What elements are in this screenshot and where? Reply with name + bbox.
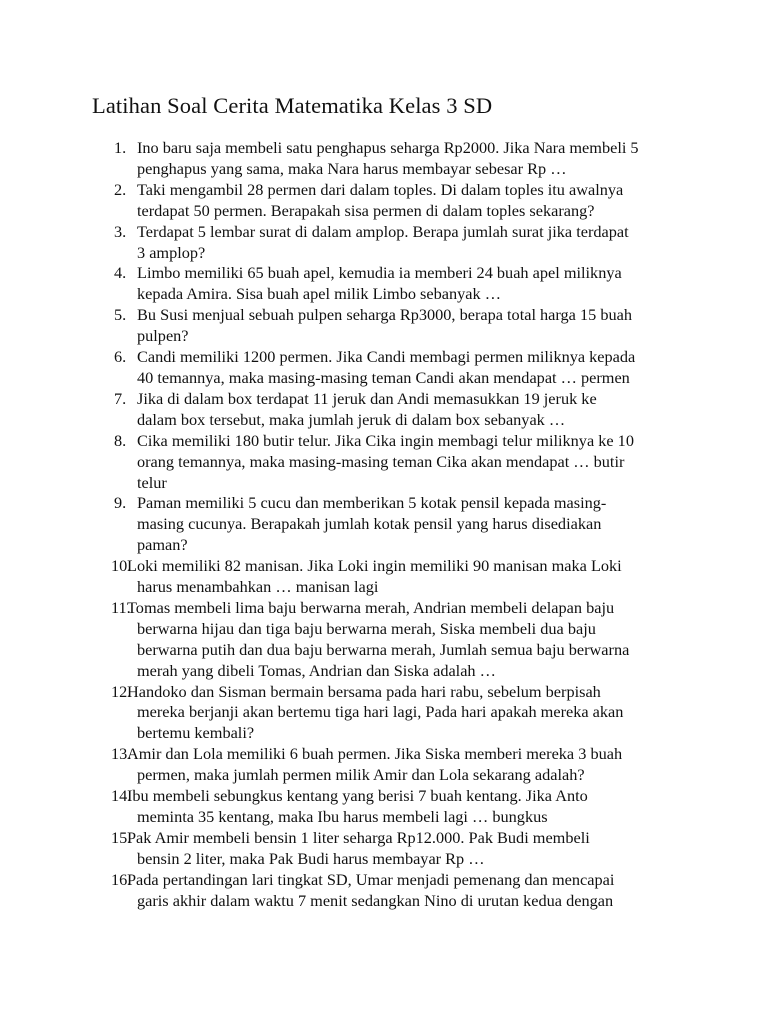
question-text-line: Tomas membeli lima baju berwarna merah, Andrian membeli delapan baju (127, 597, 615, 617)
question-text-line: merah yang dibeli Tomas, Andrian dan Siska adalah … (137, 660, 496, 680)
question-item (0, 828, 700, 870)
page-title: Latihan Soal Cerita Matematika Kelas 3 SD (92, 93, 493, 118)
question-number: 1. (114, 138, 127, 157)
question-text-line: masing cucunya. Berapakah jumlah kotak pensil yang harus disediakan (137, 514, 602, 534)
question-text-line: 40 temannya, maka masing-masing teman Candi akan mendapat … permen (137, 367, 630, 387)
question-item (0, 347, 700, 389)
question-text-line: Handoko dan Sisman bermain bersama pada hari rabu, sebelum berpisah (127, 681, 601, 701)
question-number: 14. (111, 786, 132, 806)
question-number: 16. (111, 869, 132, 889)
question-number: 13. (111, 744, 132, 764)
question-text-line: bensin 2 liter, maka Pak Budi harus membayar Rp … (137, 848, 485, 868)
question-text-line: Ibu membeli sebungkus kentang yang berisi 7 buah kentang. Jika Anto (127, 786, 588, 806)
question-text-line: pulpen? (137, 326, 189, 346)
question-text-line: Amir dan Lola memiliki 6 buah permen. Jika Siska memberi mereka 3 buah (127, 744, 623, 764)
question-item (0, 493, 700, 556)
question-text-line: Bu Susi menjual sebuah pulpen seharga Rp3000, berapa total harga 15 buah (137, 305, 632, 325)
question-number: 3. (114, 221, 127, 241)
question-text-line: terdapat 50 permen. Berapakah sisa permen di dalam toples sekarang? (137, 200, 595, 220)
question-text-line: berwarna hijau dan tiga baju berwarna merah, Siska membeli dua baju (137, 618, 596, 638)
question-number: 15. (111, 827, 132, 847)
question-text-line: garis akhir dalam waktu 7 menit sedangkan Nino di urutan kedua dengan (137, 890, 614, 910)
question-item (0, 682, 700, 745)
question-text-line: meminta 35 kentang, maka Ibu harus membeli lagi … bungkus (137, 807, 548, 826)
question-text-line: Taki mengambil 28 permen dari dalam toples. Di dalam toples itu awalnya (137, 179, 624, 199)
question-item (0, 556, 700, 598)
question-number: 11. (111, 597, 131, 617)
question-text-line: Cika memiliki 180 butir telur. Jika Cika ingin membagi telur miliknya ke 10 (137, 430, 634, 450)
question-number: 4. (114, 263, 127, 283)
question-text-line: dalam box tersebut, maka jumlah jeruk di dalam box sebanyak … (137, 409, 566, 429)
question-item (0, 389, 700, 431)
question-text-line: bertemu kembali? (137, 723, 255, 743)
question-item (0, 786, 700, 828)
question-item (0, 744, 700, 786)
question-text-line: telur (137, 472, 167, 492)
question-number: 8. (114, 430, 127, 450)
question-text-line: penghapus yang sama, maka Nara harus membayar sebesar Rp … (137, 158, 567, 178)
question-number: 6. (114, 347, 127, 367)
question-text-line: permen, maka jumlah permen milik Amir dan Lola sekarang adalah? (137, 765, 585, 785)
question-item (0, 598, 700, 682)
question-list (0, 138, 700, 912)
question-text-line: berwarna putih dan dua baju berwarna merah, Jumlah semua baju berwarna (137, 639, 630, 659)
question-number: 9. (114, 493, 127, 513)
question-text-line: Pak Amir membeli bensin 1 liter seharga Rp12.000. Pak Budi membeli (127, 827, 590, 847)
question-text-line: Terdapat 5 lembar surat di dalam amplop. Berapa jumlah surat jika terdapat (137, 221, 629, 241)
question-item (0, 263, 700, 305)
question-item (0, 870, 700, 912)
question-text-line: mereka berjanji akan bertemu tiga hari lagi, Pada hari apakah mereka akan (137, 702, 624, 722)
question-number: 10. (111, 556, 132, 576)
question-text-line: Candi memiliki 1200 permen. Jika Candi membagi permen miliknya kepada (137, 347, 636, 367)
question-number: 2. (114, 179, 127, 199)
question-number: 5. (114, 305, 127, 325)
question-item (0, 138, 700, 180)
question-item (0, 180, 700, 222)
question-text-line: Paman memiliki 5 cucu dan memberikan 5 kotak pensil kepada masing- (137, 493, 607, 513)
question-text-line: kepada Amira. Sisa buah apel milik Limbo sebanyak … (137, 284, 501, 304)
question-text-line: Jika di dalam box terdapat 11 jeruk dan Andi memasukkan 19 jeruk ke (137, 388, 597, 408)
question-text-line: harus menambahkan … manisan lagi (137, 577, 379, 597)
question-item (0, 222, 700, 264)
question-text-line: orang temannya, maka masing-masing teman Cika akan mendapat … butir (137, 451, 625, 471)
question-text-line: 3 amplop? (137, 242, 206, 262)
question-number: 12. (111, 681, 132, 701)
question-text-line: Pada pertandingan lari tingkat SD, Umar menjadi pemenang dan mencapai (127, 869, 615, 889)
question-text-line: Loki memiliki 82 manisan. Jika Loki ingin memiliki 90 manisan maka Loki (127, 556, 622, 576)
question-text-line: Limbo memiliki 65 buah apel, kemudia ia memberi 24 buah apel miliknya (137, 263, 622, 283)
question-item (0, 305, 700, 347)
question-text-line: paman? (137, 535, 188, 555)
question-item (0, 431, 700, 494)
question-text-line: Ino baru saja membeli satu penghapus seharga Rp2000. Jika Nara membeli 5 (137, 138, 639, 157)
question-number: 7. (114, 388, 127, 408)
